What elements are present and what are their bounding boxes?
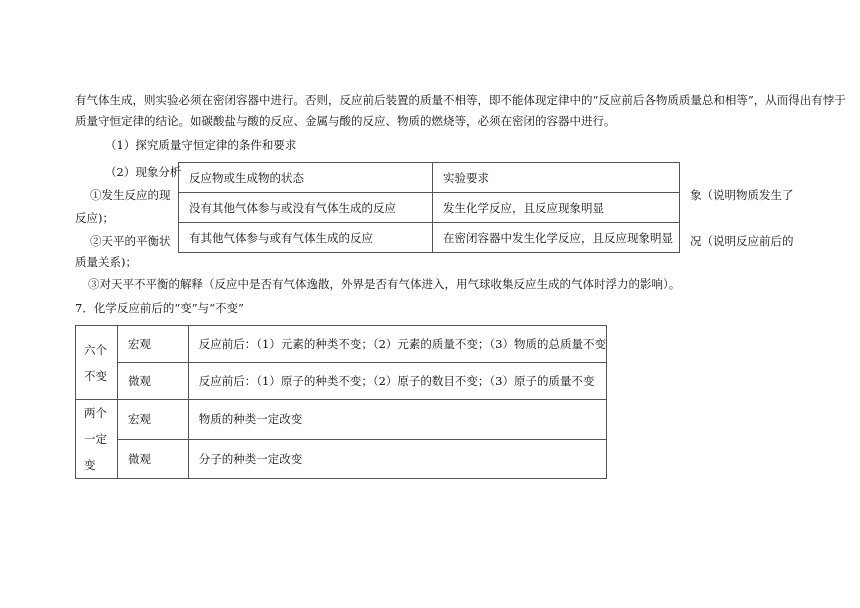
phenomenon-item-3: ③对天平不平衡的解释（反应中是否有气体逸散，外界是否有气体进入，用气球收集反应生成的气体时浮力的影响）。 bbox=[88, 277, 681, 291]
table-cell: 发生化学反应，且反应现象明显 bbox=[433, 193, 680, 223]
phenomenon-item-1-cont: 反应)； bbox=[75, 211, 114, 225]
condition-table bbox=[178, 162, 680, 253]
phenomenon-item-1: ①发生反应的现 bbox=[90, 188, 171, 202]
table-row bbox=[76, 400, 607, 440]
paragraph-line-1: 有气体生成，则实验必须在密闭容器中进行。否则，反应前后装置的质量不相等，即不能体现定律中的“反应前后各物质质量总和相等”，从而得出有悖于 bbox=[75, 93, 846, 107]
content-cell: 物质的种类一定改变 bbox=[188, 400, 606, 440]
table-cell: 在密闭容器中发生化学反应，且反应现象明显 bbox=[433, 223, 680, 253]
table-row bbox=[76, 439, 607, 479]
table-header-cell: 反应物或生成物的状态 bbox=[179, 163, 433, 193]
level-cell: 微观 bbox=[117, 439, 188, 479]
phenomenon-item-2: ②天平的平衡状 bbox=[90, 234, 171, 248]
paragraph-line-2: 质量守恒定律的结论。如碳酸盐与酸的反应、金属与酸的反应、物质的燃烧等，必须在密闭的容器中进行。 bbox=[75, 114, 616, 128]
table-row bbox=[76, 363, 607, 400]
table-row bbox=[179, 223, 680, 253]
phenomenon-item-2-tail: 况（说明反应前后的 bbox=[690, 234, 794, 248]
table-cell: 有其他气体参与或有气体生成的反应 bbox=[179, 223, 433, 253]
group-label-six-invariants: 六个不变 bbox=[76, 326, 118, 400]
change-invariance-table bbox=[75, 325, 607, 479]
level-cell: 宏观 bbox=[117, 326, 188, 363]
phenomenon-item-2-cont: 质量关系)； bbox=[75, 255, 137, 269]
section-1-title: （1）探究质量守恒定律的条件和要求 bbox=[105, 138, 297, 152]
phenomenon-item-1-tail: 象（说明物质发生了 bbox=[690, 188, 794, 202]
group-label-two-changes: 两个一定变 bbox=[76, 400, 118, 479]
table-row bbox=[76, 326, 607, 363]
table-header-row bbox=[179, 163, 680, 193]
level-cell: 微观 bbox=[117, 363, 188, 400]
table-header-cell: 实验要求 bbox=[433, 163, 680, 193]
table-cell: 没有其他气体参与或没有气体生成的反应 bbox=[179, 193, 433, 223]
level-cell: 宏观 bbox=[117, 400, 188, 440]
content-cell: 反应前后：（1）元素的种类不变；（2）元素的质量不变；（3）物质的总质量不变 bbox=[188, 326, 606, 363]
table-row bbox=[179, 193, 680, 223]
content-cell: 反应前后：（1）原子的种类不变；（2）原子的数目不变；（3）原子的质量不变 bbox=[188, 363, 606, 400]
section-7-title: 7．化学反应前后的“变”与“不变” bbox=[75, 301, 244, 315]
section-2-title: （2）现象分析 bbox=[105, 165, 182, 179]
content-cell: 分子的种类一定改变 bbox=[188, 439, 606, 479]
